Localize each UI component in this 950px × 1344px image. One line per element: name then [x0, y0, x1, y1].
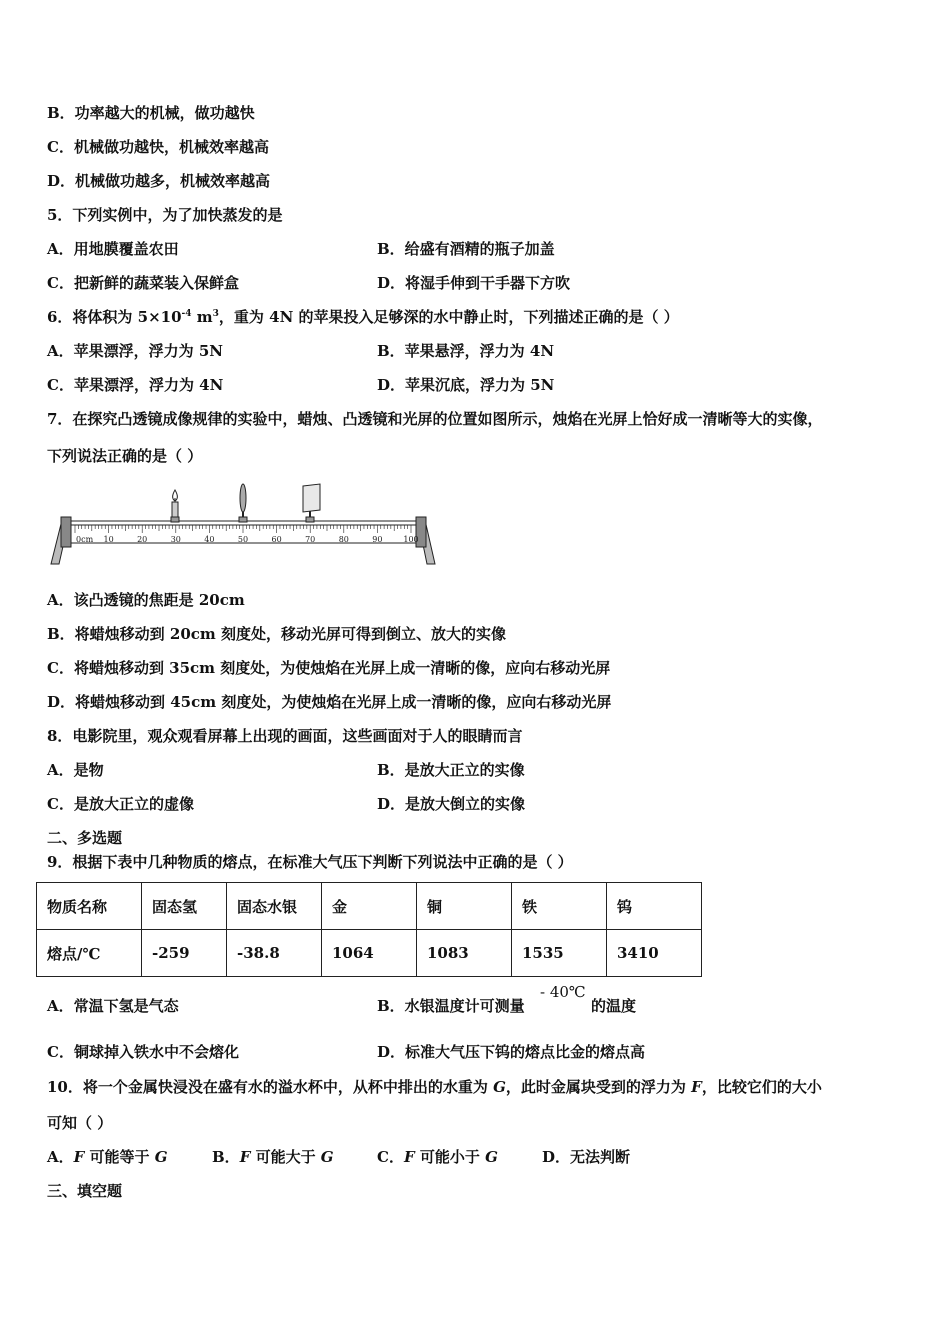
table-header-cell: 固态氢	[142, 883, 227, 930]
convex-lens	[239, 484, 247, 522]
q8-option-b: B．是放大正立的实像	[377, 761, 525, 779]
q10-option-a: A．F 可能等于 G	[47, 1148, 168, 1166]
q5-option-a: A．用地膜覆盖农田	[47, 240, 179, 258]
table-header-cell: 金	[322, 883, 417, 930]
bench-left-post	[61, 517, 71, 547]
ruler-label: 80	[338, 535, 349, 544]
table-header-cell: 固态水银	[227, 883, 322, 930]
q10-stem-line1: 10．将一个金属快浸没在盛有水的溢水杯中，从杯中排出的水重为 G，此时金属块受到的浮力为 F，比较它们的大小	[47, 1078, 822, 1096]
q8-option-a: A．是物	[47, 761, 104, 779]
table-cell: -259	[142, 930, 227, 977]
ruler-label: 0cm	[76, 535, 94, 544]
q6-stem: 6．将体积为 $5\times 10^{-4}$ $m^3$，重为 4N 的苹果投入足够深的水中静止时，下列描述正确的是（ ）	[47, 308, 679, 326]
q10-option-c: C．F 可能小于 G	[377, 1148, 498, 1166]
q9-option-b-suffix: 的温度	[591, 997, 637, 1015]
table-row	[37, 883, 702, 930]
q5-option-c: C．把新鲜的蔬菜装入保鲜盒	[47, 274, 239, 292]
table-header-cell: 铜	[417, 883, 512, 930]
section-heading-fill-blank: 三、填空题	[47, 1182, 123, 1200]
ruler-label: 90	[372, 535, 383, 544]
q10-option-d: D．无法判断	[542, 1148, 631, 1166]
q7-option-a: A．该凸透镜的焦距是 20cm	[47, 591, 245, 609]
optical-bench-figure	[45, 480, 440, 568]
q9-option-b-temperature: - 40℃	[540, 983, 586, 1001]
q9-stem: 9．根据下表中几种物质的熔点，在标准大气压下判断下列说法中正确的是（ ）	[47, 853, 573, 871]
table-cell: 1064	[322, 930, 417, 977]
ruler-label: 70	[305, 535, 316, 544]
q7-option-b: B．将蜡烛移动到 20cm 刻度处，移动光屏可得到倒立、放大的实像	[47, 625, 507, 643]
ruler-label: 50	[237, 535, 249, 544]
q8-option-d: D．是放大倒立的实像	[377, 795, 526, 813]
q6-option-c: C．苹果漂浮，浮力为 4N	[47, 376, 224, 394]
table-row	[37, 930, 702, 977]
melting-point-table	[36, 882, 702, 977]
table-cell: -38.8	[227, 930, 322, 977]
ruler-label: 100	[403, 535, 419, 544]
q5-option-d: D．将湿手伸到干手器下方吹	[377, 274, 571, 292]
q5-stem: 5．下列实例中，为了加快蒸发的是	[47, 206, 283, 224]
table-header-cell: 铁	[512, 883, 607, 930]
q7-stem-line2: 下列说法正确的是（ ）	[47, 447, 203, 465]
section-heading-multi-choice: 二、多选题	[47, 829, 123, 847]
q4-option-d: D．机械做功越多，机械效率越高	[47, 172, 271, 190]
q4-option-b: B．功率越大的机械，做功越快	[47, 104, 255, 122]
q7-option-d: D．将蜡烛移动到 45cm 刻度处，为使烛焰在光屏上成一清晰的像，应向右移动光屏	[47, 693, 612, 711]
q4-option-c: C．机械做功越快，机械效率越高	[47, 138, 269, 156]
table-cell: 3410	[607, 930, 702, 977]
table-cell: 熔点/℃	[37, 930, 142, 977]
q9-option-d: D．标准大气压下钨的熔点比金的熔点高	[377, 1043, 646, 1061]
ruler-label: 20	[137, 535, 148, 544]
q6-option-d: D．苹果沉底，浮力为 5N	[377, 376, 555, 394]
table-header-cell: 物质名称	[37, 883, 142, 930]
ruler-label: 30	[170, 535, 181, 544]
q10-stem-line2: 可知（ ）	[47, 1114, 113, 1132]
q9-option-c: C．铜球掉入铁水中不会熔化	[47, 1043, 239, 1061]
table-cell: 1535	[512, 930, 607, 977]
q6-option-a: A．苹果漂浮，浮力为 5N	[47, 342, 224, 360]
q7-option-c: C．将蜡烛移动到 35cm 刻度处，为使烛焰在光屏上成一清晰的像，应向右移动光屏	[47, 659, 611, 677]
q9-option-b: B．水银温度计可测量	[377, 997, 525, 1015]
ruler-label: 60	[271, 535, 282, 544]
q7-stem-line1: 7．在探究凸透镜成像规律的实验中，蜡烛、凸透镜和光屏的位置如图所示，烛焰在光屏上恰好成一清晰等大的实像，	[47, 410, 823, 428]
q6-option-b: B．苹果悬浮，浮力为 4N	[377, 342, 555, 360]
table-header-cell: 钨	[607, 883, 702, 930]
table-cell: 1083	[417, 930, 512, 977]
light-screen	[303, 484, 320, 522]
q10-option-b: B．F 可能大于 G	[212, 1148, 334, 1166]
candle	[171, 490, 179, 522]
q8-option-c: C．是放大正立的虚像	[47, 795, 194, 813]
ruler-label: 10	[103, 535, 114, 544]
q8-stem: 8．电影院里，观众观看屏幕上出现的画面，这些画面对于人的眼睛而言	[47, 727, 523, 745]
ruler-label: 40	[204, 535, 215, 544]
q9-option-a: A．常温下氢是气态	[47, 997, 179, 1015]
q5-option-b: B．给盛有酒精的瓶子加盖	[377, 240, 555, 258]
